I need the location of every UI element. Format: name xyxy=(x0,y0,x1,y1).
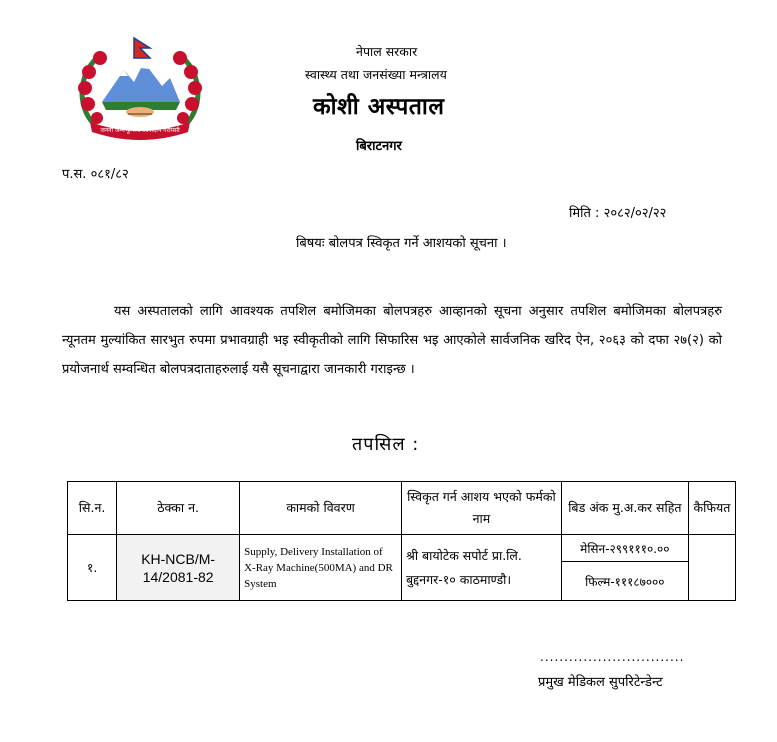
row-sn: १. xyxy=(68,535,117,601)
notice-subject: बिषयः बोलपत्र स्विकृत गर्ने आशयको सूचना । xyxy=(296,236,507,251)
details-table xyxy=(67,481,736,601)
row-bid-film: फिल्म-१११८७००० xyxy=(561,562,688,601)
column-header-contract: ठेक्का न. xyxy=(117,482,240,535)
column-header-description: कामको विवरण xyxy=(240,482,402,535)
table-header-row xyxy=(68,482,736,535)
motto-ribbon xyxy=(90,122,190,140)
signatory-title: प्रमुख मेडिकल सुपरिटेन्डेन्ट xyxy=(538,675,663,690)
flag-icon xyxy=(134,38,150,58)
column-header-remarks: कैफियत xyxy=(688,482,735,535)
city-name: बिराटनगर xyxy=(356,139,402,154)
mountain-icon xyxy=(102,62,180,110)
notice-body: यस अस्पतालको लागि आवश्यक तपशिल बमोजिमका बोलपत्रहरु आव्हानको सूचना अनुसार तपशिल बमोजिमका बोलपत्रहरु न्यूनतम मुल्यांकित सारभुत रुपमा प्रभावग्राही भइ स्वीकृतीको लागि सिफारिस भइ आएकोले सार्वजनिक खरिद ऐन, २०६३ को दफा २७(२) को प्रयोजनार्थ सम्वन्धित बोलपत्रदाताहरुलाई यसै सूचनाद्वारा जानकारी गराइन्छ । xyxy=(62,304,722,377)
row-contract-no: KH-NCB/M-14/2081-82 xyxy=(117,535,240,601)
column-header-bid: बिड अंक मु.अ.कर सहित xyxy=(561,482,688,535)
government-name: नेपाल सरकार xyxy=(356,44,418,59)
nepal-emblem xyxy=(72,36,208,140)
table-heading: तपसिल : xyxy=(352,434,420,455)
notice-date: मिति : २०८२/०२/२२ xyxy=(569,206,667,221)
row-firm: श्री बायोटेक सपोर्ट प्रा.लि. बुद्दनगर-१० काठमाण्डौ। xyxy=(401,535,561,601)
hospital-name: कोशी अस्पताल xyxy=(313,94,445,120)
handshake-icon xyxy=(126,107,154,117)
signature-line: .............................. xyxy=(540,650,685,664)
row-remarks xyxy=(688,535,735,601)
column-header-firm: स्विकृत गर्न आशय भएको फर्मको नाम xyxy=(401,482,561,535)
ministry-name: स्वास्थ्य तथा जनसंख्या मन्त्रालय xyxy=(305,67,447,82)
row-bid-machine: मेसिन-२९९१११०.०० xyxy=(561,535,688,562)
column-header-sn: सि.न. xyxy=(68,482,117,535)
reference-number: प.स. ०८१/८२ xyxy=(62,167,129,182)
row-description: Supply, Delivery Installation of X-Ray Machine(500MA) and DR System xyxy=(240,535,402,601)
emblem-motto-text: जननी जन्मभूमिश्च स्वर्गादपि गरीयसी xyxy=(100,127,180,134)
table-row xyxy=(68,535,736,562)
